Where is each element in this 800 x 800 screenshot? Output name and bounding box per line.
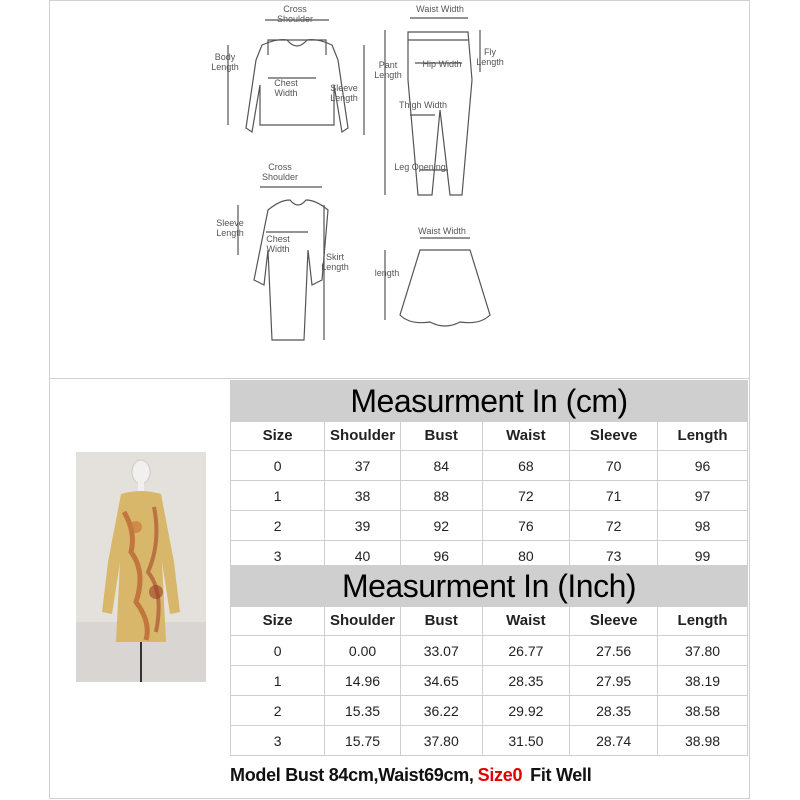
- inch-table-header-row: [231, 606, 748, 636]
- inch-header-size: Size: [231, 606, 325, 636]
- label-hip-width: Hip Width: [422, 59, 462, 69]
- table-cell: 28.35: [482, 666, 570, 696]
- inch-header-length: Length: [658, 606, 748, 636]
- table-cell: 33.07: [400, 636, 482, 666]
- label-fly-length: Fly Length: [476, 47, 504, 67]
- table-cell: 38.58: [658, 696, 748, 726]
- table-cell: 27.56: [570, 636, 658, 666]
- table-cell: 2: [231, 696, 325, 726]
- label-cross-shoulder-dress: Cross Shoulder: [261, 162, 299, 182]
- inch-header-sleeve: Sleeve: [570, 606, 658, 636]
- table-cell: 73: [570, 541, 658, 571]
- product-photo: [76, 452, 206, 682]
- table-cell: 3: [231, 726, 325, 756]
- table-cell: 3: [231, 541, 325, 571]
- table-cell: 29.92: [482, 696, 570, 726]
- table-cell: 96: [658, 451, 748, 481]
- table-cell: 0: [231, 451, 325, 481]
- table-cell: 34.65: [400, 666, 482, 696]
- label-skirt-length: Skirt Length: [321, 252, 349, 272]
- table-row: [231, 726, 748, 756]
- label-leg-opening: Leg Opening: [394, 162, 446, 172]
- cm-header-length: Length: [658, 421, 748, 451]
- table-cell: 27.95: [570, 666, 658, 696]
- label-waist-width-pants: Waist Width: [416, 4, 464, 14]
- cm-size-table: [230, 420, 748, 571]
- cm-header-bust: Bust: [400, 421, 482, 451]
- table-cell: 14.96: [325, 666, 401, 696]
- label-chest-width-top: Chest Width: [274, 78, 298, 98]
- label-thigh-width: Thigh Width: [398, 100, 448, 110]
- table-row: [231, 481, 748, 511]
- section-divider: [49, 378, 750, 379]
- model-measurements-text: Model Bust 84cm,Waist69cm,: [230, 764, 474, 785]
- table-cell: 37.80: [400, 726, 482, 756]
- inch-table-title: Measurment In (Inch): [230, 565, 748, 607]
- table-cell: 80: [482, 541, 570, 571]
- mannequin-dress-image: [76, 452, 206, 682]
- label-sleeve-length-dress: Sleeve Length: [216, 218, 244, 238]
- inch-header-bust: Bust: [400, 606, 482, 636]
- table-cell: 99: [658, 541, 748, 571]
- inch-size-table: [230, 605, 748, 756]
- table-cell: 71: [570, 481, 658, 511]
- table-cell: 92: [400, 511, 482, 541]
- table-cell: 70: [570, 451, 658, 481]
- inch-header-waist: Waist: [482, 606, 570, 636]
- table-cell: 40: [325, 541, 401, 571]
- label-chest-width-dress: Chest Width: [266, 234, 290, 254]
- table-cell: 26.77: [482, 636, 570, 666]
- table-cell: 98: [658, 511, 748, 541]
- label-cross-shoulder-top: Cross Shoulder: [276, 4, 314, 24]
- table-cell: 68: [482, 451, 570, 481]
- table-cell: 1: [231, 481, 325, 511]
- cm-header-size: Size: [231, 421, 325, 451]
- cm-header-shoulder: Shoulder: [325, 421, 401, 451]
- skirt-outline: [400, 250, 490, 326]
- label-skirt-short-length: length: [374, 268, 400, 278]
- table-cell: 38.98: [658, 726, 748, 756]
- cm-header-waist: Waist: [482, 421, 570, 451]
- table-cell: 36.22: [400, 696, 482, 726]
- table-cell: 15.35: [325, 696, 401, 726]
- table-cell: 28.74: [570, 726, 658, 756]
- table-cell: 38: [325, 481, 401, 511]
- model-fit-note: [230, 760, 748, 790]
- table-cell: 0.00: [325, 636, 401, 666]
- label-pant-length: Pant Length: [374, 60, 402, 80]
- cm-table-title: Measurment In (cm): [230, 380, 748, 422]
- table-cell: 15.75: [325, 726, 401, 756]
- dress-outline: [254, 200, 328, 340]
- label-sleeve-length-top: Sleeve Length: [330, 83, 358, 103]
- table-row: [231, 666, 748, 696]
- table-cell: 37: [325, 451, 401, 481]
- table-cell: 39: [325, 511, 401, 541]
- table-cell: 88: [400, 481, 482, 511]
- table-cell: 97: [658, 481, 748, 511]
- inch-header-shoulder: Shoulder: [325, 606, 401, 636]
- measurement-diagrams: [50, 0, 750, 378]
- table-cell: 31.50: [482, 726, 570, 756]
- cm-table-header-row: [231, 421, 748, 451]
- table-cell: 38.19: [658, 666, 748, 696]
- table-cell: 96: [400, 541, 482, 571]
- table-row: [231, 636, 748, 666]
- garment-diagrams-svg: [50, 0, 750, 378]
- table-row: [231, 451, 748, 481]
- label-body-length: Body Length: [211, 52, 239, 72]
- table-cell: 72: [482, 481, 570, 511]
- table-row: [231, 511, 748, 541]
- cm-header-sleeve: Sleeve: [570, 421, 658, 451]
- model-size-highlight: Size0: [477, 764, 523, 785]
- fit-well-text: Fit Well: [530, 764, 592, 785]
- label-waist-width-skirt: Waist Width: [418, 226, 466, 236]
- table-cell: 2: [231, 511, 325, 541]
- table-cell: 28.35: [570, 696, 658, 726]
- table-row: [231, 696, 748, 726]
- table-cell: 0: [231, 636, 325, 666]
- table-cell: 1: [231, 666, 325, 696]
- table-cell: 84: [400, 451, 482, 481]
- table-cell: 37.80: [658, 636, 748, 666]
- table-cell: 72: [570, 511, 658, 541]
- table-cell: 76: [482, 511, 570, 541]
